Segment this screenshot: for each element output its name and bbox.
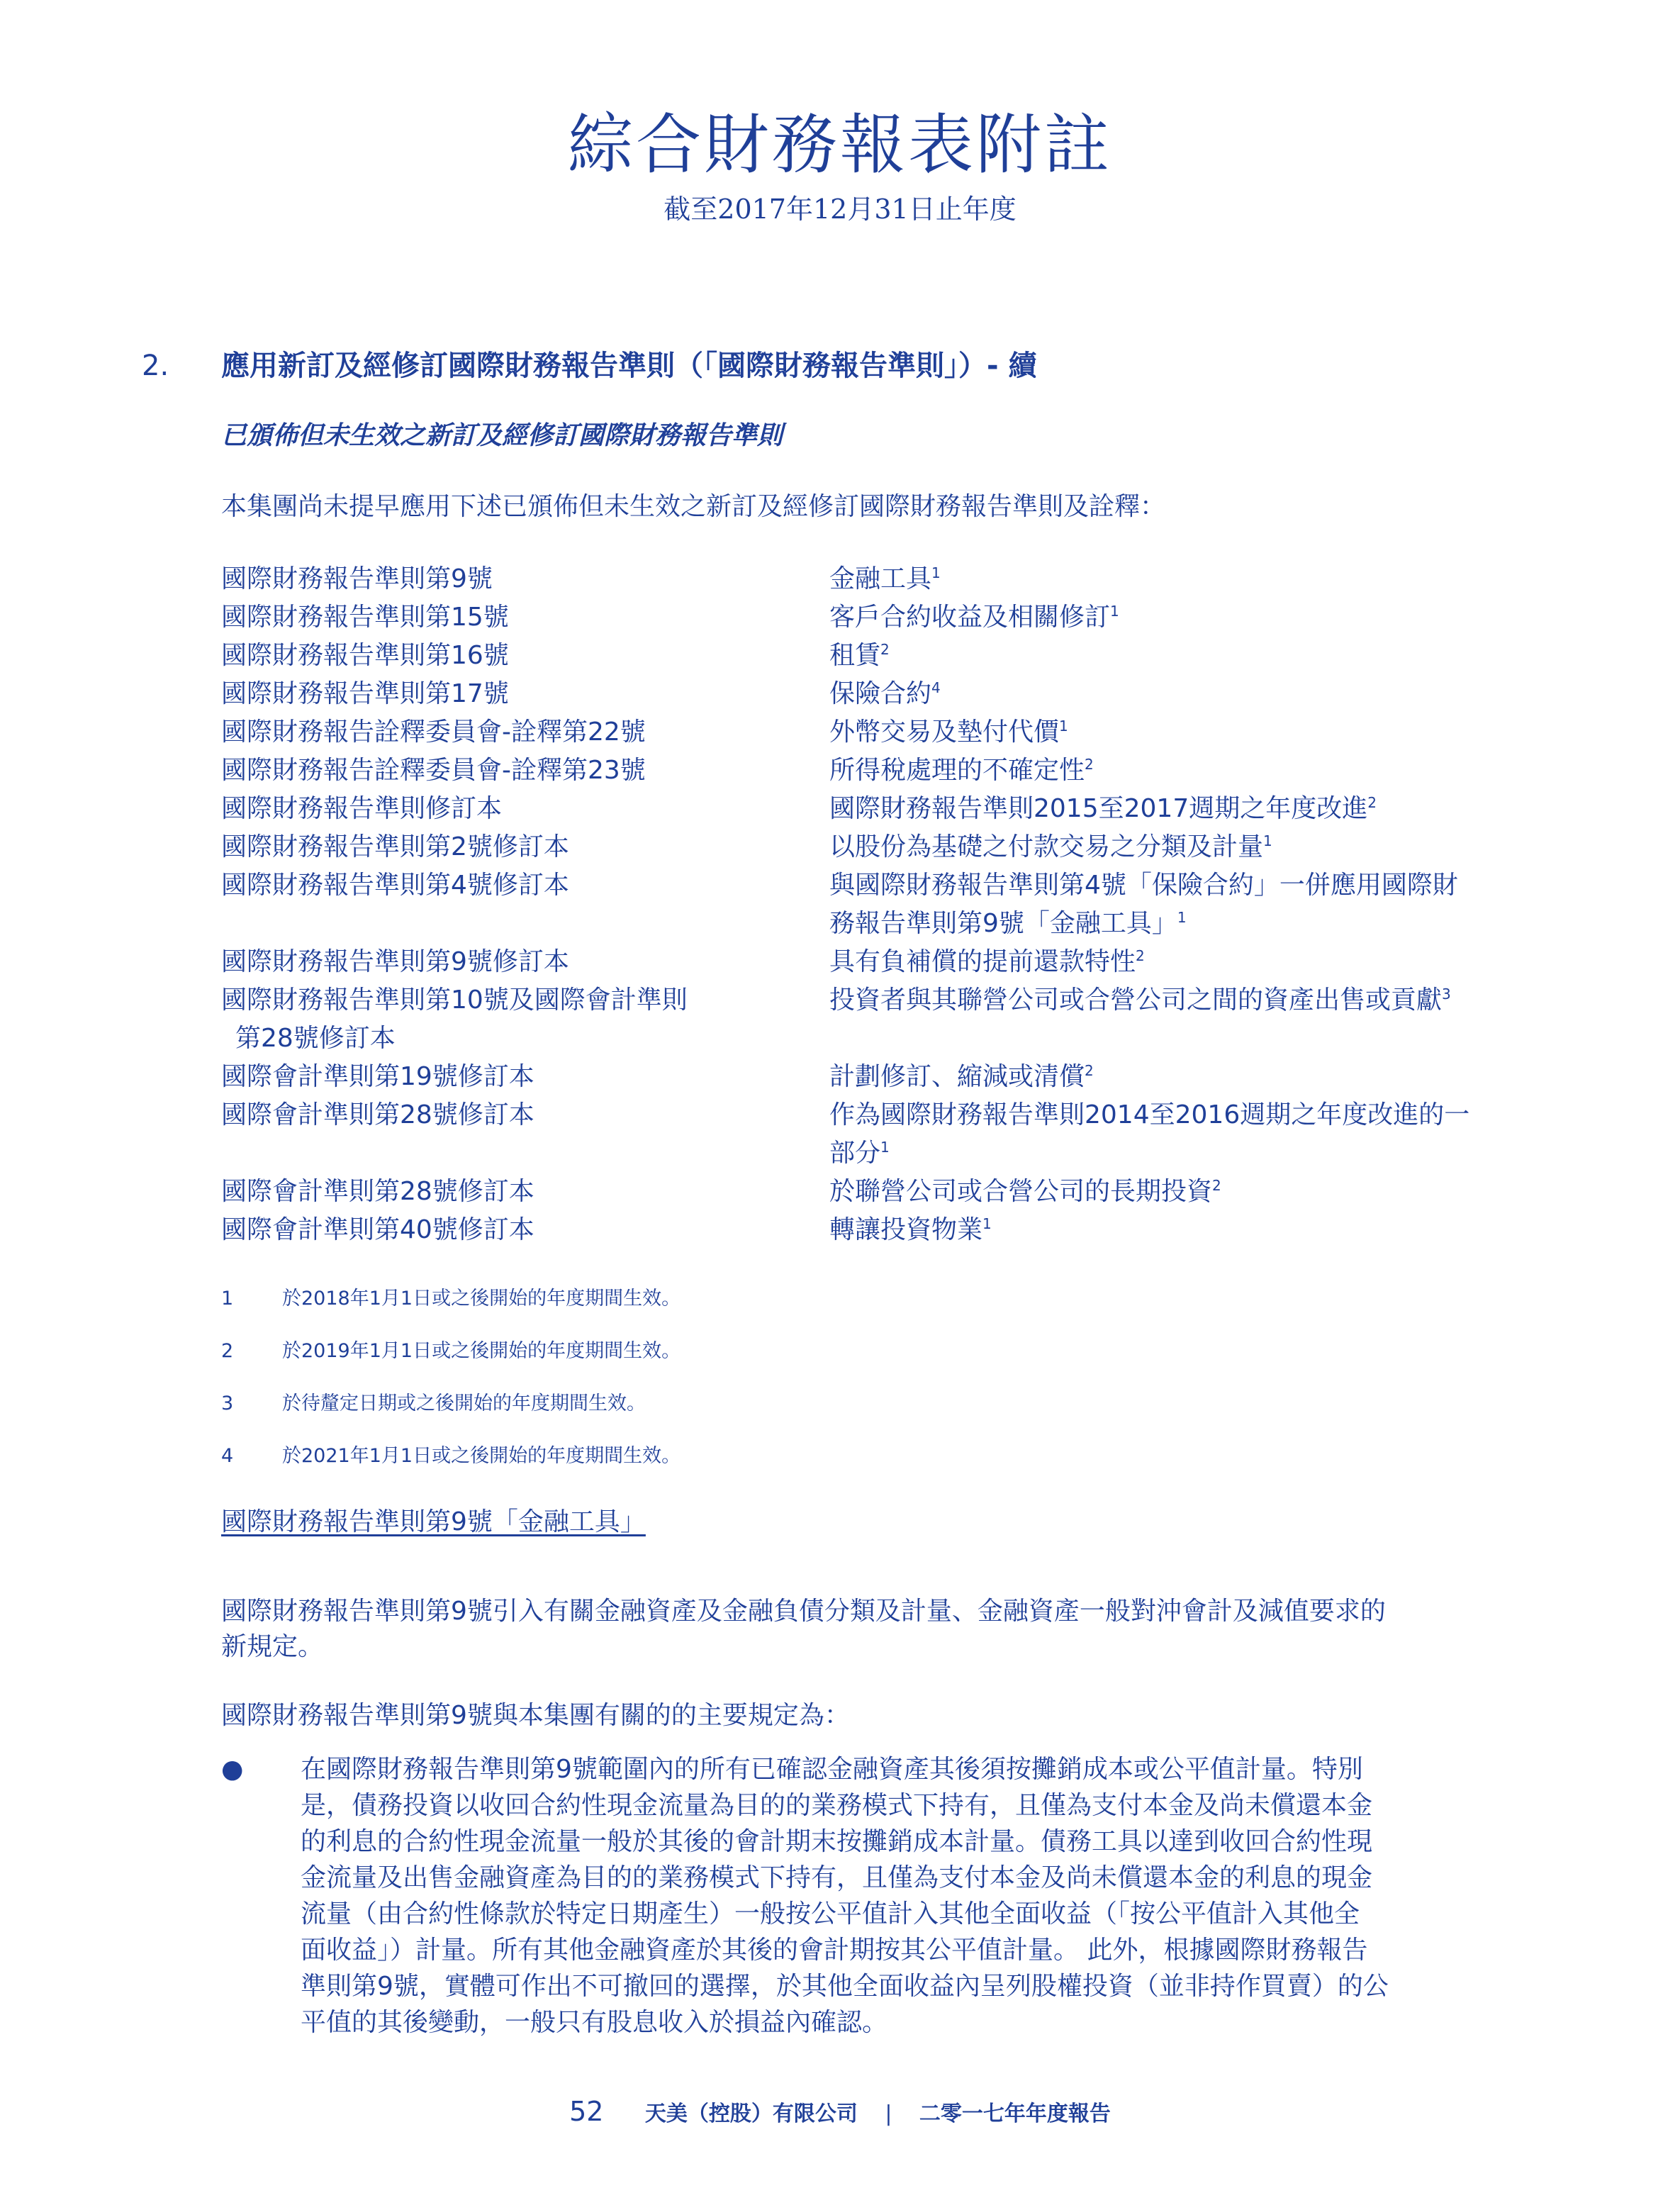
standard-description-line — [829, 1134, 1545, 1173]
standard-name-line: 國際財務報告準則第15號 — [221, 603, 509, 632]
standard-name — [221, 828, 829, 866]
footnote-marker: 1 — [931, 564, 941, 581]
footnote-number: 2 — [221, 1340, 234, 1362]
bullet-text — [301, 1751, 1547, 2041]
footnote-marker: 2 — [1085, 756, 1094, 773]
standard-description-text: 作為國際財務報告準則2014至2016週期之年度改進的一 — [829, 1100, 1470, 1129]
standard-row — [221, 1096, 1554, 1173]
standard-description-line — [829, 828, 1545, 866]
standard-row — [221, 828, 1554, 866]
standard-description-line — [829, 560, 1545, 598]
standard-row — [221, 637, 1554, 675]
ifrs9-heading: 國際財務報告準則第9號「金融工具」 — [221, 1507, 646, 1536]
standard-description-text: 投資者與其聯營公司或合營公司之間的資產出售或貢獻 — [829, 986, 1443, 1015]
footnote-text: 於2021年1月1日或之後開始的年度期間生效。 — [282, 1445, 681, 1467]
standard-name — [221, 637, 829, 675]
standard-description-line — [829, 905, 1545, 943]
footnote-marker: 1 — [982, 1215, 992, 1232]
bullet-line: 金流量及出售金融資產為目的的業務模式下持有，且僅為支付本金及尚未償還本金的利息的現金 — [301, 1863, 1373, 1892]
standard-description-text: 國際財務報告準則2015至2017週期之年度改進 — [829, 794, 1368, 823]
standard-name — [221, 1058, 829, 1096]
standard-description-text: 金融工具 — [829, 564, 932, 593]
standard-description-line — [829, 713, 1545, 752]
standard-name-line: 國際財務報告準則修訂本 — [221, 794, 503, 823]
standard-name — [221, 981, 829, 1058]
standard-description-line — [829, 943, 1545, 981]
standard-description-text: 所得稅處理的不確定性 — [829, 756, 1085, 785]
ifrs9-paragraph-1 — [221, 1594, 1547, 1665]
standard-row — [221, 1211, 1554, 1249]
standard-description-line — [829, 752, 1545, 790]
standard-description-line — [829, 675, 1545, 713]
standard-name — [221, 1173, 829, 1211]
standard-name — [221, 675, 829, 713]
footnote-marker: 2 — [880, 641, 890, 658]
standard-name-line: 國際財務報告詮釋委員會-詮釋第22號 — [221, 718, 646, 747]
standard-name-line: 國際會計準則第19號修訂本 — [221, 1062, 534, 1091]
footnote-marker: 2 — [1367, 794, 1377, 811]
standard-description — [829, 866, 1545, 943]
page-subtitle: 截至2017年12月31日止年度 — [663, 194, 1017, 225]
standard-name-line: 國際財務報告準則第10號及國際會計準則 — [221, 986, 688, 1015]
footnote-text: 於待釐定日期或之後開始的年度期間生效。 — [282, 1392, 646, 1414]
standard-name-line: 國際財務報告詮釋委員會-詮釋第23號 — [221, 756, 646, 785]
footnote-marker: 1 — [1177, 909, 1187, 926]
standard-name-line: 國際財務報告準則第9號修訂本 — [221, 947, 569, 976]
standard-description-text: 於聯營公司或合營公司的長期投資 — [829, 1177, 1213, 1206]
standard-description — [829, 1096, 1545, 1173]
page-footer — [0, 2092, 1680, 2134]
standard-description-text: 以股份為基礎之付款交易之分類及計量 — [829, 832, 1264, 861]
standard-row — [221, 943, 1554, 981]
footer-report: 二零一七年年度報告 — [919, 2102, 1111, 2126]
standard-row — [221, 1058, 1554, 1096]
standard-row — [221, 1173, 1554, 1211]
standard-description-line — [829, 1173, 1545, 1211]
bullet-icon: ● — [221, 1755, 244, 1784]
footnote-marker: 2 — [1212, 1177, 1221, 1194]
standard-name-line: 國際財務報告準則第9號 — [221, 564, 493, 593]
standard-row — [221, 713, 1554, 752]
standard-description — [829, 637, 1545, 675]
standard-description — [829, 828, 1545, 866]
standard-description — [829, 675, 1545, 713]
standard-row — [221, 752, 1554, 790]
standard-name — [221, 866, 829, 943]
ifrs9-paragraph-2: 國際財務報告準則第9號與本集團有關的的主要規定為： — [221, 1701, 850, 1730]
standard-description — [829, 1211, 1545, 1249]
footnote-text: 於2018年1月1日或之後開始的年度期間生效。 — [282, 1288, 681, 1310]
standard-name — [221, 752, 829, 790]
standard-name — [221, 560, 829, 598]
standard-description-text: 客戶合約收益及相關修訂 — [829, 603, 1111, 632]
bullet-line: 在國際財務報告準則第9號範圍內的所有已確認金融資產其後須按攤銷成本或公平值計量。特別 — [301, 1755, 1363, 1784]
standard-name — [221, 790, 829, 828]
footnote-marker: 1 — [1263, 832, 1272, 849]
standard-name — [221, 1211, 829, 1249]
ifrs9-paragraph-1-line: 國際財務報告準則第9號引入有關金融資產及金融負債分類及計量、金融資產一般對沖會計及減值要求的 — [221, 1597, 1386, 1626]
standard-name-line: 國際財務報告準則第16號 — [221, 641, 509, 670]
standards-table — [221, 560, 1554, 1249]
standard-row — [221, 675, 1554, 713]
page-title: 綜合財務報表附註 — [567, 107, 1112, 183]
subheading: 已頒佈但未生效之新訂及經修訂國際財務報告準則 — [221, 421, 783, 450]
standard-description-line — [829, 1096, 1545, 1134]
standard-description-line — [829, 598, 1545, 637]
footer-separator: | — [885, 2102, 892, 2126]
standard-name-line: 國際財務報告準則第2號修訂本 — [221, 832, 569, 861]
footnote-marker: 1 — [1059, 718, 1068, 735]
footnote-marker: 4 — [931, 679, 941, 696]
standard-name-line: 國際會計準則第28號修訂本 — [221, 1100, 534, 1129]
standard-description-line — [829, 637, 1545, 675]
footnote-marker: 2 — [1136, 947, 1145, 964]
footnotes — [221, 1285, 681, 1495]
standard-description — [829, 943, 1545, 981]
standard-description-text: 與國際財務報告準則第4號「保險合約」一併應用國際財 — [829, 871, 1458, 900]
standard-name-line: 國際會計準則第40號修訂本 — [221, 1215, 534, 1244]
standard-name — [221, 598, 829, 637]
standard-description — [829, 1173, 1545, 1211]
standard-description-text: 租賃 — [829, 641, 881, 670]
standard-name — [221, 943, 829, 981]
standard-description — [829, 752, 1545, 790]
page-number: 52 — [569, 2096, 604, 2127]
standard-name — [221, 1096, 829, 1173]
standard-name-line: 第28號修訂本 — [235, 1024, 396, 1053]
intro-paragraph: 本集團尚未提早應用下述已頒佈但未生效之新訂及經修訂國際財務報告準則及詮釋： — [221, 492, 1166, 521]
section-title: 應用新訂及經修訂國際財務報告準則（「國際財務報告準則」）- 續 — [221, 350, 1037, 382]
standard-description-text: 部分 — [829, 1139, 881, 1168]
standard-description-text: 務報告準則第9號「金融工具」 — [829, 909, 1177, 938]
standard-description — [829, 598, 1545, 637]
standard-description-text: 轉讓投資物業 — [829, 1215, 983, 1244]
bullet-line: 流量（由合約性條款於特定日期產生）一般按公平值計入其他全面收益（「按公平值計入其他全 — [301, 1899, 1360, 1929]
standard-description-text: 計劃修訂、縮減或清償 — [829, 1062, 1085, 1091]
standard-description — [829, 713, 1545, 752]
footer-company: 天美（控股）有限公司 — [644, 2102, 858, 2126]
standard-description — [829, 560, 1545, 598]
footnote-item — [221, 1285, 681, 1337]
standard-description-line — [829, 981, 1545, 1020]
standard-description-line — [829, 1058, 1545, 1096]
standard-description-text: 外幣交易及墊付代價 — [829, 718, 1060, 747]
standard-name-line: 國際會計準則第28號修訂本 — [221, 1177, 534, 1206]
standard-description — [829, 1058, 1545, 1096]
footnote-item — [221, 1337, 681, 1390]
footnote-number: 3 — [221, 1392, 234, 1414]
standard-name-line: 國際財務報告準則第4號修訂本 — [221, 871, 569, 900]
standard-row — [221, 866, 1554, 943]
footnote-number: 4 — [221, 1445, 234, 1467]
standard-description-line — [829, 790, 1545, 828]
standard-name-line: 國際財務報告準則第17號 — [221, 679, 509, 708]
standard-row — [221, 598, 1554, 637]
section-number: 2. — [142, 350, 169, 382]
standard-name — [221, 713, 829, 752]
standard-row — [221, 790, 1554, 828]
footnote-marker: 1 — [880, 1139, 890, 1156]
standard-description — [829, 981, 1545, 1058]
footnote-text: 於2019年1月1日或之後開始的年度期間生效。 — [282, 1340, 681, 1362]
standard-description-line — [829, 866, 1545, 905]
bullet-line: 準則第9號，實體可作出不可撤回的選擇，於其他全面收益內呈列股權投資（並非持作買賣）的公 — [301, 1972, 1389, 2001]
standard-description-text: 保險合約 — [829, 679, 932, 708]
bullet-line: 平值的其後變動，一般只有股息收入於損益內確認。 — [301, 2008, 888, 2037]
bullet-line: 面收益」）計量。所有其他金融資產於其後的會計期按其公平值計量。 此外，根據國際財務報告 — [301, 1936, 1368, 1965]
footnote-number: 1 — [221, 1288, 234, 1310]
footnote-item — [221, 1442, 681, 1495]
standard-row — [221, 981, 1554, 1058]
standard-description-text: 具有負補償的提前還款特性 — [829, 947, 1136, 976]
standard-row — [221, 560, 1554, 598]
bullet-line: 的利息的合約性現金流量一般於其後的會計期末按攤銷成本計量。債務工具以達到收回合約性現 — [301, 1827, 1373, 1856]
ifrs9-paragraph-1-line: 新規定。 — [221, 1632, 324, 1661]
footnote-marker: 1 — [1110, 603, 1119, 620]
standard-description — [829, 790, 1545, 828]
footnote-item — [221, 1390, 681, 1442]
footnote-marker: 2 — [1085, 1062, 1094, 1079]
footnote-marker: 3 — [1442, 986, 1451, 1003]
bullet-line: 是，債務投資以收回合約性現金流量為目的的業務模式下持有，且僅為支付本金及尚未償還本金 — [301, 1791, 1373, 1820]
standard-description-line — [829, 1211, 1545, 1249]
